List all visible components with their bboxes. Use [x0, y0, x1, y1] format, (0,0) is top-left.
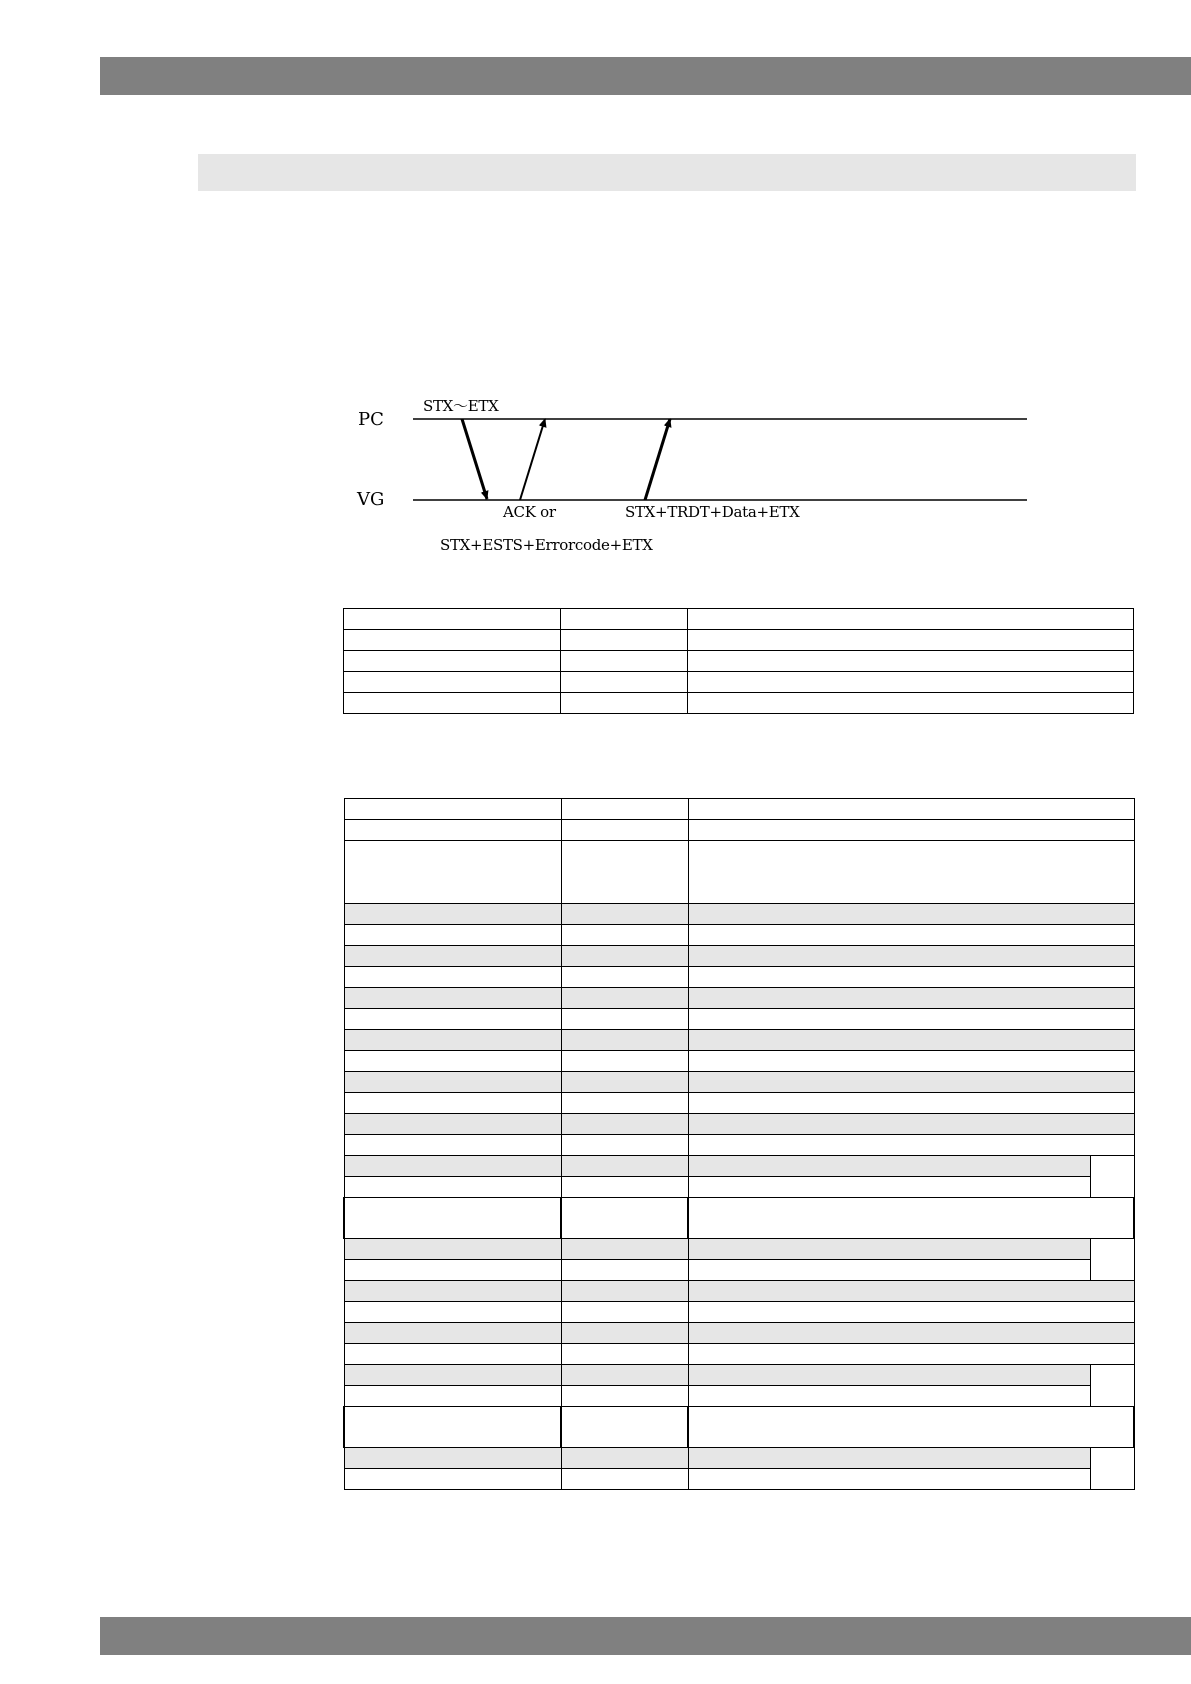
table-row: [344, 1156, 1134, 1177]
table-row: [344, 1260, 1134, 1281]
table-row: [344, 925, 1134, 946]
table-row: [344, 630, 1134, 651]
table-row: [344, 1114, 1134, 1135]
request-arrow: [462, 419, 487, 499]
table-row: [344, 904, 1134, 925]
table-row: [344, 1239, 1134, 1260]
section-title-band: [198, 154, 1136, 191]
table-row: [344, 841, 1134, 904]
footer-bar: [100, 1617, 1191, 1655]
table-row: [344, 1072, 1134, 1093]
table-row: [344, 651, 1134, 672]
table-row: [344, 1030, 1134, 1051]
ack-arrow: [520, 419, 545, 500]
table-row: [344, 946, 1134, 967]
table-row: [344, 1344, 1134, 1365]
table-row: [344, 1448, 1134, 1469]
table-row: [344, 799, 1134, 820]
timing-diagram: [350, 390, 1040, 570]
command-format-table: [343, 608, 1134, 714]
table-row: [344, 1135, 1134, 1156]
data-arrow: [645, 419, 670, 500]
table-row: [344, 1009, 1134, 1030]
table-row: [344, 693, 1134, 714]
pc-label: PC: [358, 409, 384, 430]
table-row: [344, 1365, 1134, 1386]
data-message-label: STX+TRDT+Data+ETX: [625, 503, 800, 521]
header-bar: [100, 57, 1191, 95]
table-row: [344, 1281, 1134, 1302]
table-row: [344, 609, 1134, 630]
vg-label: VG: [357, 489, 385, 510]
table-row: [344, 1177, 1134, 1198]
table-row: [344, 1093, 1134, 1114]
request-message-label: STX～ETX: [423, 397, 499, 415]
data-format-table: [343, 798, 1135, 1490]
table-row: [344, 1051, 1134, 1072]
table-row: [344, 1198, 1134, 1239]
table-row: [344, 1407, 1134, 1448]
table-row: [344, 967, 1134, 988]
ack-message-label: ACK or: [503, 503, 556, 521]
error-message-label: STX+ESTS+Errorcode+ETX: [440, 536, 653, 554]
table-row: [344, 672, 1134, 693]
table-row: [344, 1302, 1134, 1323]
table-row: [344, 1469, 1134, 1490]
table-row: [344, 820, 1134, 841]
table-row: [344, 1323, 1134, 1344]
table-row: [344, 1386, 1134, 1407]
table-row: [344, 988, 1134, 1009]
